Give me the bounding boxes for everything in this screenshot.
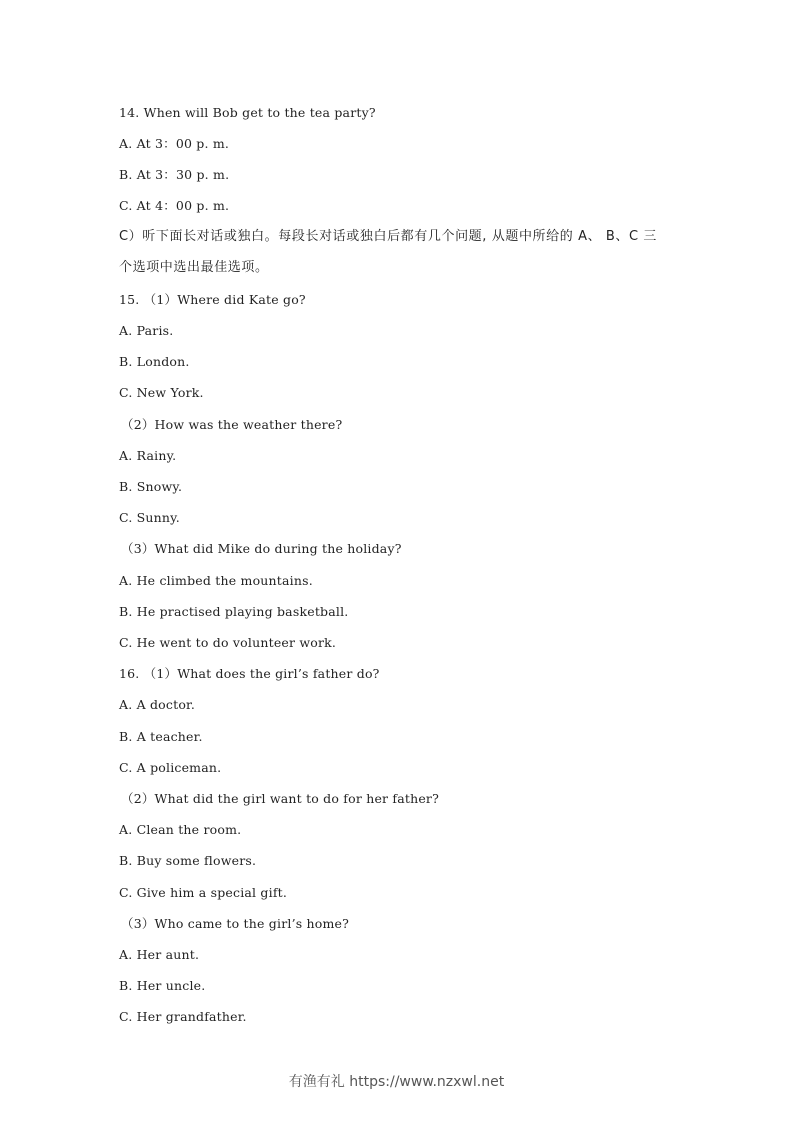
option-14-a: A. At 3：00 p. m. xyxy=(119,136,230,151)
option-16-1-a: A. A doctor. xyxy=(119,697,196,712)
footer-watermark: 有渔有礼 https://www.nzxwl.net xyxy=(288,1074,505,1090)
section-c-instruction-line-2: 个选项中选出最佳选项。 xyxy=(119,260,269,275)
option-15-3-a: A. He climbed the mountains. xyxy=(119,573,313,588)
option-15-2-c: C. Sunny. xyxy=(119,510,180,525)
question-15-3: （3）What did Mike do during the holiday? xyxy=(121,541,402,556)
question-16-3: （3）Who came to the girl’s home? xyxy=(121,916,350,931)
option-14-b: B. At 3：30 p. m. xyxy=(119,167,230,182)
question-16-2: （2）What did the girl want to do for her father? xyxy=(121,791,440,806)
option-16-1-b: B. A teacher. xyxy=(119,729,203,744)
section-c-instruction-line-1: C）听下面长对话或独白。每段长对话或独白后都有几个问题, 从题中所给的 A、 B、C 三 xyxy=(119,229,658,244)
option-16-2-c: C. Give him a special gift. xyxy=(119,885,288,900)
option-16-2-a: A. Clean the room. xyxy=(119,822,242,837)
option-16-2-b: B. Buy some flowers. xyxy=(119,853,257,868)
option-15-3-b: B. He practised playing basketball. xyxy=(119,604,349,619)
option-16-3-b: B. Her uncle. xyxy=(119,978,206,993)
option-15-1-b: B. London. xyxy=(119,354,190,369)
question-15-2: （2）How was the weather there? xyxy=(121,417,343,432)
question-16-1: 16. （1）What does the girl’s father do? xyxy=(119,666,380,681)
option-14-c: C. At 4：00 p. m. xyxy=(119,198,230,213)
option-15-2-b: B. Snowy. xyxy=(119,479,183,494)
option-16-1-c: C. A policeman. xyxy=(119,760,222,775)
option-15-2-a: A. Rainy. xyxy=(119,448,177,463)
option-15-1-c: C. New York. xyxy=(119,385,204,400)
option-15-3-c: C. He went to do volunteer work. xyxy=(119,635,337,650)
option-16-3-c: C. Her grandfather. xyxy=(119,1009,247,1024)
question-15-1: 15. （1）Where did Kate go? xyxy=(119,292,306,307)
option-15-1-a: A. Paris. xyxy=(119,323,174,338)
question-14: 14. When will Bob get to the tea party? xyxy=(119,105,376,120)
option-16-3-a: A. Her aunt. xyxy=(119,947,200,962)
